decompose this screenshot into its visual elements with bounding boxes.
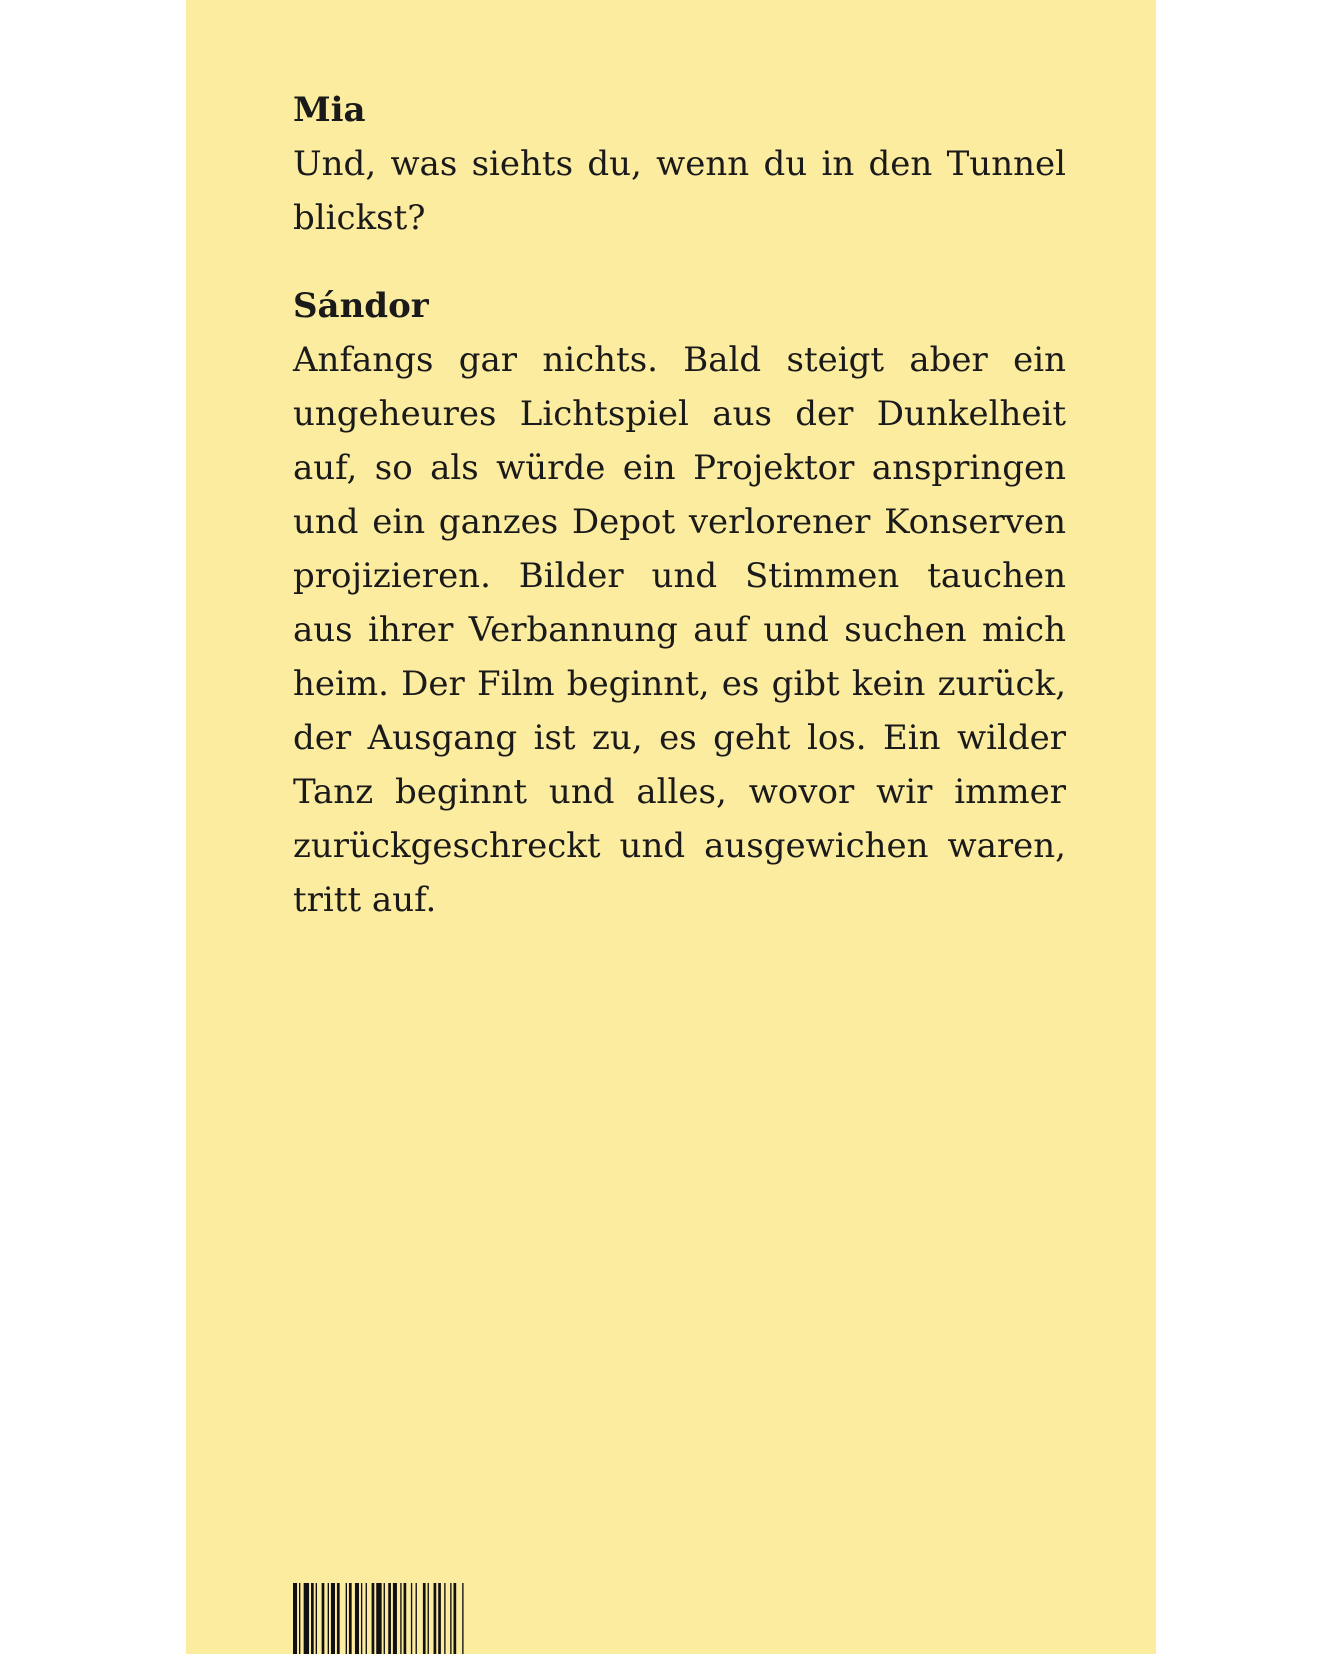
speaker-name-mia: Mia <box>293 90 366 130</box>
speech-text-mia: Und, was siehts du, wenn du in den Tunnel blickst? <box>293 144 1066 238</box>
barcode-icon <box>293 1583 539 1654</box>
speech-text-sandor: Anfangs gar nichts. Bald steigt aber ein ungeheures Lichtspiel aus der Dunkelheit auf, so als würde ein Projektor anspringen und ein ganzes Depot verlorener Konserven projizieren. Bilder und Stimmen tauchen aus ihrer Verbannung auf und suchen mich heim. Der Film beginnt, es gibt kein zurück, der Ausgang ist zu, es geht los. Ein wilder Tanz beginnt und alles, wovor wir immer zurückgeschreckt und ausgewichen waren, tritt auf. <box>293 340 1066 920</box>
book-back-cover <box>186 0 1156 1654</box>
speaker-name-sandor: Sándor <box>293 286 429 326</box>
dialogue-excerpt <box>293 83 1066 961</box>
